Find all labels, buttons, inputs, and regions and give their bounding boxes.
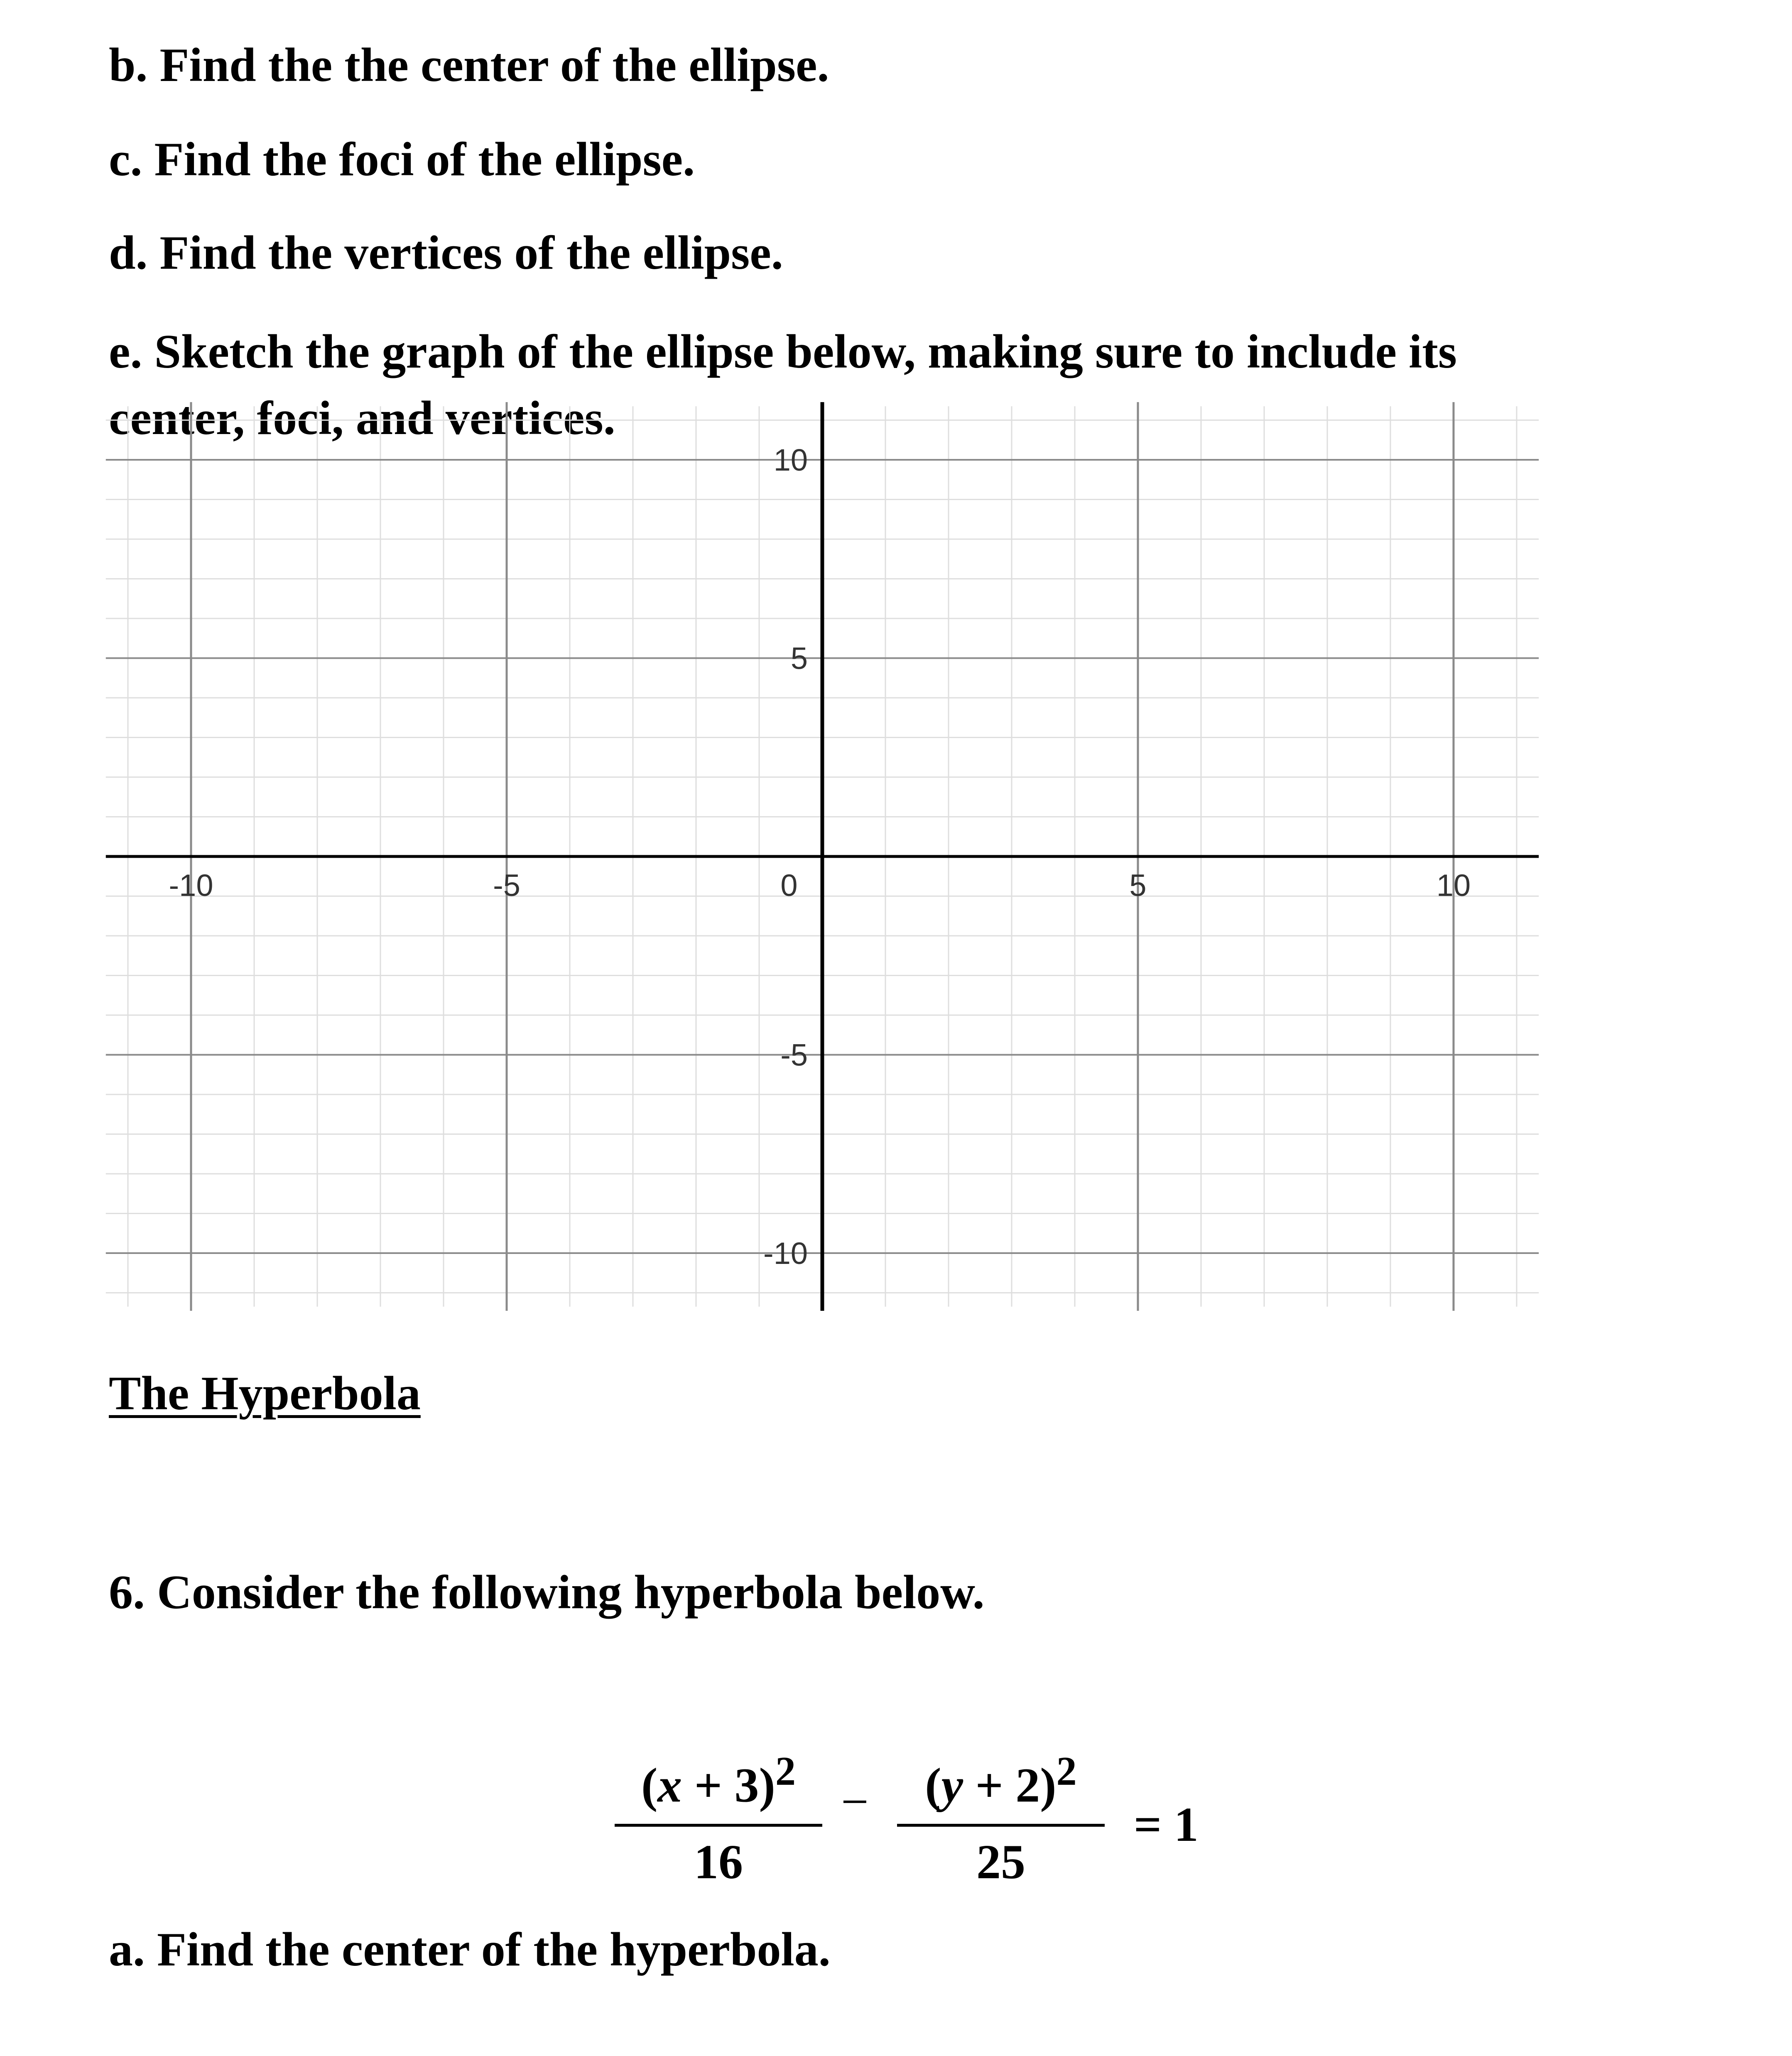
question-6: 6. Consider the following hyperbola below. [109, 1566, 985, 1619]
fraction-y-numerator [897, 1740, 1105, 1827]
fraction-x-term [615, 1740, 822, 1893]
x-tick-label: 0 [780, 868, 798, 903]
question-c: c. Find the foci of the ellipse. [109, 133, 695, 186]
fraction-x-numerator [615, 1740, 822, 1827]
x-tick-label: -10 [169, 868, 213, 903]
minus-operator: − [841, 1774, 869, 1829]
y-term-open: ( [925, 1758, 941, 1813]
y-variable: y [941, 1758, 963, 1813]
x-term-open: ( [641, 1758, 658, 1813]
axes [106, 402, 1539, 1311]
question-e-line2: center, foci, and vertices. [109, 392, 615, 445]
fraction-x-denominator: 16 [694, 1835, 743, 1889]
x-tick-label: -5 [493, 868, 520, 903]
y-tick-label: -5 [780, 1038, 808, 1072]
question-6a: a. Find the center of the hyperbola. [109, 1923, 831, 1976]
y-exponent: 2 [1056, 1749, 1077, 1794]
y-term-rest: + 2) [963, 1758, 1057, 1813]
x-tick-label: 10 [1436, 868, 1471, 903]
x-term-rest: + 3) [682, 1758, 775, 1813]
section-heading-hyperbola: The Hyperbola [109, 1367, 421, 1420]
y-tick-label: -10 [763, 1236, 808, 1271]
fraction-y-denominator: 25 [976, 1835, 1025, 1889]
question-b: b. Find the the center of the ellipse. [109, 39, 829, 92]
x-variable: x [657, 1758, 682, 1813]
question-e-line1: e. Sketch the graph of the ellipse below, making sure to include its [109, 325, 1457, 378]
question-d: d. Find the vertices of the ellipse. [109, 226, 783, 280]
x-tick-label: 5 [1129, 868, 1147, 903]
equation-rhs: = 1 [1134, 1797, 1199, 1852]
coordinate-grid [104, 443, 1508, 1344]
y-tick-label: 5 [790, 641, 808, 676]
fraction-y-term [897, 1740, 1105, 1893]
x-exponent: 2 [775, 1749, 796, 1794]
y-tick-label: 10 [773, 443, 808, 477]
